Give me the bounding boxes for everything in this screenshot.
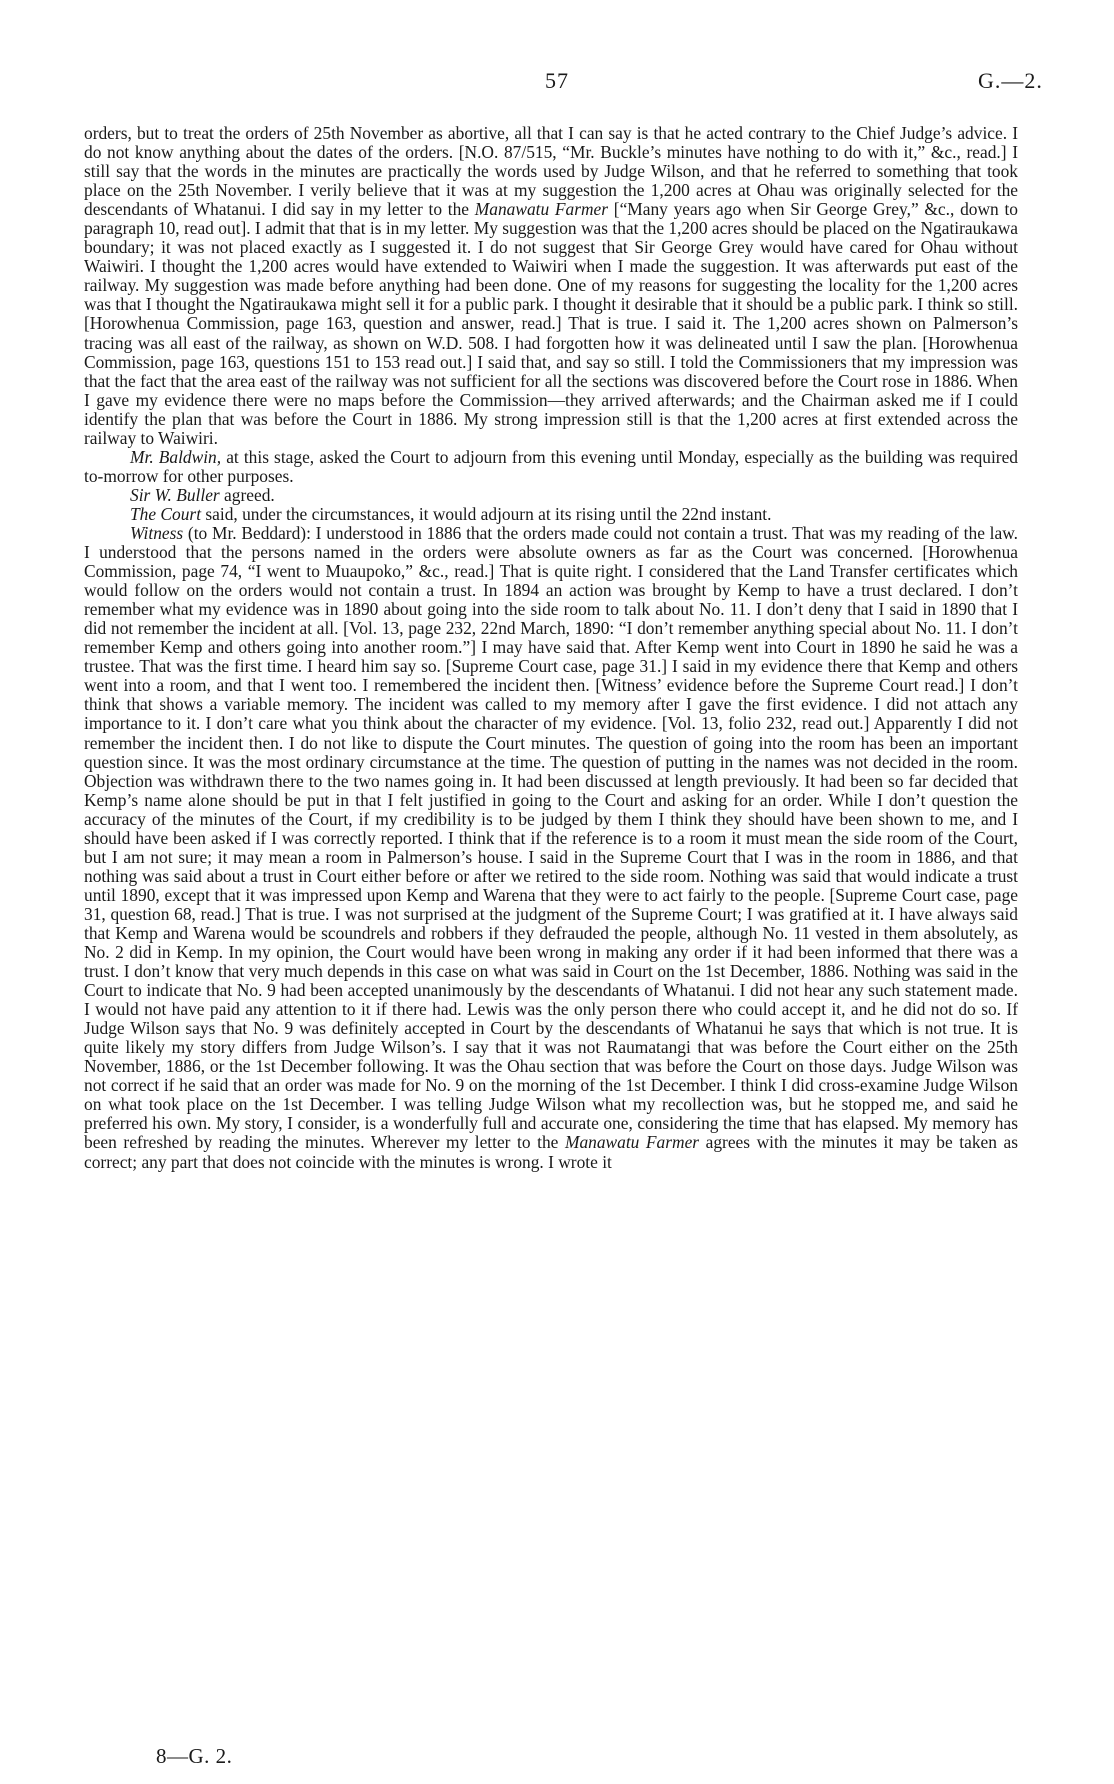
italic-text-segment: Manawatu Farmer <box>474 199 609 220</box>
text-segment: at this stage, asked the Court to adjourn from this evening until Monday, especially as the building was required to-morrow for other purposes. <box>84 446 1019 486</box>
paragraph <box>84 505 1018 524</box>
page-number: 57 <box>545 68 569 93</box>
paragraph <box>84 448 1018 486</box>
italic-text-segment: Sir W. Buller <box>130 484 220 505</box>
body-text <box>84 124 1018 1172</box>
text-segment: agreed. <box>219 484 275 505</box>
paragraph <box>84 486 1018 505</box>
paragraph <box>84 524 1018 1172</box>
text-segment: orders, but to treat the orders of 25th November as abortive, all that I can say is that he acted contrary to the Chief Judge’s advice. I do not know anything about the dates of the orders. [N.O. 87/515, “Mr. Buckle’s minutes have nothing to do with it,” &c., read.] I still say that the words in the minutes are practically the words used by Judge Wilson, and that he referred to something that took place on the 25th November. I verily believe that it was at my suggestion the 1,200 acres at Ohau was originally selected for the descendants of Whatanui. I did say in my letter to the <box>84 123 1018 220</box>
document-reference: G.—2. <box>978 68 1043 93</box>
italic-text-segment: The Court <box>130 503 202 524</box>
text-segment: [“Many years ago when Sir George Grey,” &c., down to paragraph 10, read out]. I admit that that is in my letter. My suggestion was that the 1,200 acres should be placed on the Ngatiraukawa boundary; it was not placed exactly as I suggested it. I do not suggest that Sir George Grey would have cared for Ohau without Waiwiri. I thought the 1,200 acres would have extended to Waiwiri when I made the suggestion. It was afterwards put east of the railway. My suggestion was made before anything had been done. One of my reasons for suggesting the locality for the 1,200 acres was that I thought the Ngatiraukawa might sell it for a public park. I thought it desirable that it should be a public park. I think so still. [Horowhenua Commission, page 163, question and answer, read.] That is true. I said it. The 1,200 acres shown on Palmerson’s tracing was all east of the railway, as shown on W.D. 508. I had forgotten how it was delineated until I saw the plan. [Horowhenua Commission, page 163, questions 151 to 153 read out.] I said that, and say so still. I told the Commissioners that my impression was that the fact that the area east of the railway was not sufficient for all the sections was discovered before the Court rose in 1886. When I gave my evidence there were no maps before the Commission—they arrived afterwards; and the Chairman asked me if I could identify the plan that was before the Court in 1886. My strong impression still is that the 1,200 acres at first extended across the railway to Waiwiri. <box>84 199 1019 448</box>
italic-text-segment: Manawatu Farmer <box>564 1132 700 1153</box>
paragraph <box>84 124 1018 448</box>
text-segment: agrees with the minutes it may be taken as correct; any part that does not coincide with the minutes is wrong. I wrote it <box>84 1132 1019 1172</box>
italic-text-segment: Witness <box>130 522 184 543</box>
text-segment: (to Mr. Beddard): I understood in 1886 that the orders made could not contain a trust. That was my reading of the law. I understood that the persons named in the orders were absolute owners as far as the Court was concerned. [Horowhenua Commission, page 74, “I went to Muaupoko,” &c., read.] That is quite right. I considered that the Land Transfer certificates which would follow on the orders would not contain a trust. In 1894 an action was brought by Kemp to have a trust declared. I don’t remember what my evidence was in 1890 about going into the side room to talk about No. 11. I don’t deny that I said in 1890 that I did not remember the incident at all. [Vol. 13, page 232, 22nd March, 1890: “I don’t remember anything special about No. 11. I don’t remember Kemp and others going into another room.”] I may have said that. After Kemp went into Court in 1890 he said he was a trustee. That was the first time. I heard him say so. [Supreme Court case, page 31.] I said in my evidence there that Kemp and others went into a room, and that I went too. I remembered the incident then. [Witness’ evidence before the Supreme Court read.] I don’t think that shows a variable memory. The incident was called to my memory after I gave the first evidence. I did not attach any importance to it. I don’t care what you think about the character of my evidence. [Vol. 13, folio 232, read out.] Apparently I did not remember the incident then. I do not like to dispute the Court minutes. The question of going into the room has been an important question since. It was the most ordinary circumstance at the time. The question of putting in the names was not decided in the room. Objection was withdrawn there to the two names going in. It had been discussed at length previously. It had been so far decided that Kemp’s name alone should be put in that I felt justified in going to the Court and asking for an order. While I don’t question the accuracy of the minutes of the Court, if my credibility is to be judged by them I think they should have been shown to me, and I should have been asked if I was correctly reported. I think that if the reference is to a room it must mean the side room of the Court, but I am not sure; it may mean a room in Palmerson’s house. I said in the Supreme Court that I was in the room in 1886, and that nothing was said about a trust in Court either before or after we retired to the side room. Nothing was said that would indicate a trust until 1890, except that it was impressed upon Kemp and Warena that they were to act fairly to the people. [Supreme Court case, page 31, question 68, read.] That is true. I was not surprised at the judgment of the Supreme Court; I was gratified at it. I have always said that Kemp and Warena would be scoundrels and robbers if they defrauded the people, although No. 11 vested in them absolutely, as No. 2 did in Kemp. In my opinion, the Court would have been wrong in making any order if it had been informed that there was a trust. I don’t know that very much depends in this case on what was said in Court on the 1st December, 1886. Nothing was said in the Court to indicate that No. 9 had been accepted unanimously by the descendants of Whatanui. I did not hear any such statement made. I would not have paid any attention to it if there had. Lewis was the only person there who could accept it, and he did not do so. If Judge Wilson says that No. 9 was definitely accepted in Court by the descendants of Whatanui he says that which is not true. It is quite likely my story differs from Judge Wilson’s. I say that it was not Raumatangi that was before the Court either on the 25th November, 1886, or the 1st December following. It was the Ohau section that was before the Court on those days. Judge Wilson was not correct if he said that an order was made for No. 9 on the morning of the 1st December. I think I did cross-examine Judge Wilson on what took place on the 1st December. I was telling Judge Wilson what my recollection was, but he stopped me, and said he preferred his own. My story, I consider, is a wonderfully full and accurate one, considering the time that has elapsed. My memory has been refreshed by reading the minutes. Wherever my letter to the <box>84 522 1018 1153</box>
printer-signature-mark: 8—G. 2. <box>156 1744 233 1768</box>
text-segment: said, under the circumstances, it would adjourn at its rising until the 22nd instant. <box>201 503 772 524</box>
italic-text-segment: Mr. Baldwin, <box>130 446 222 467</box>
